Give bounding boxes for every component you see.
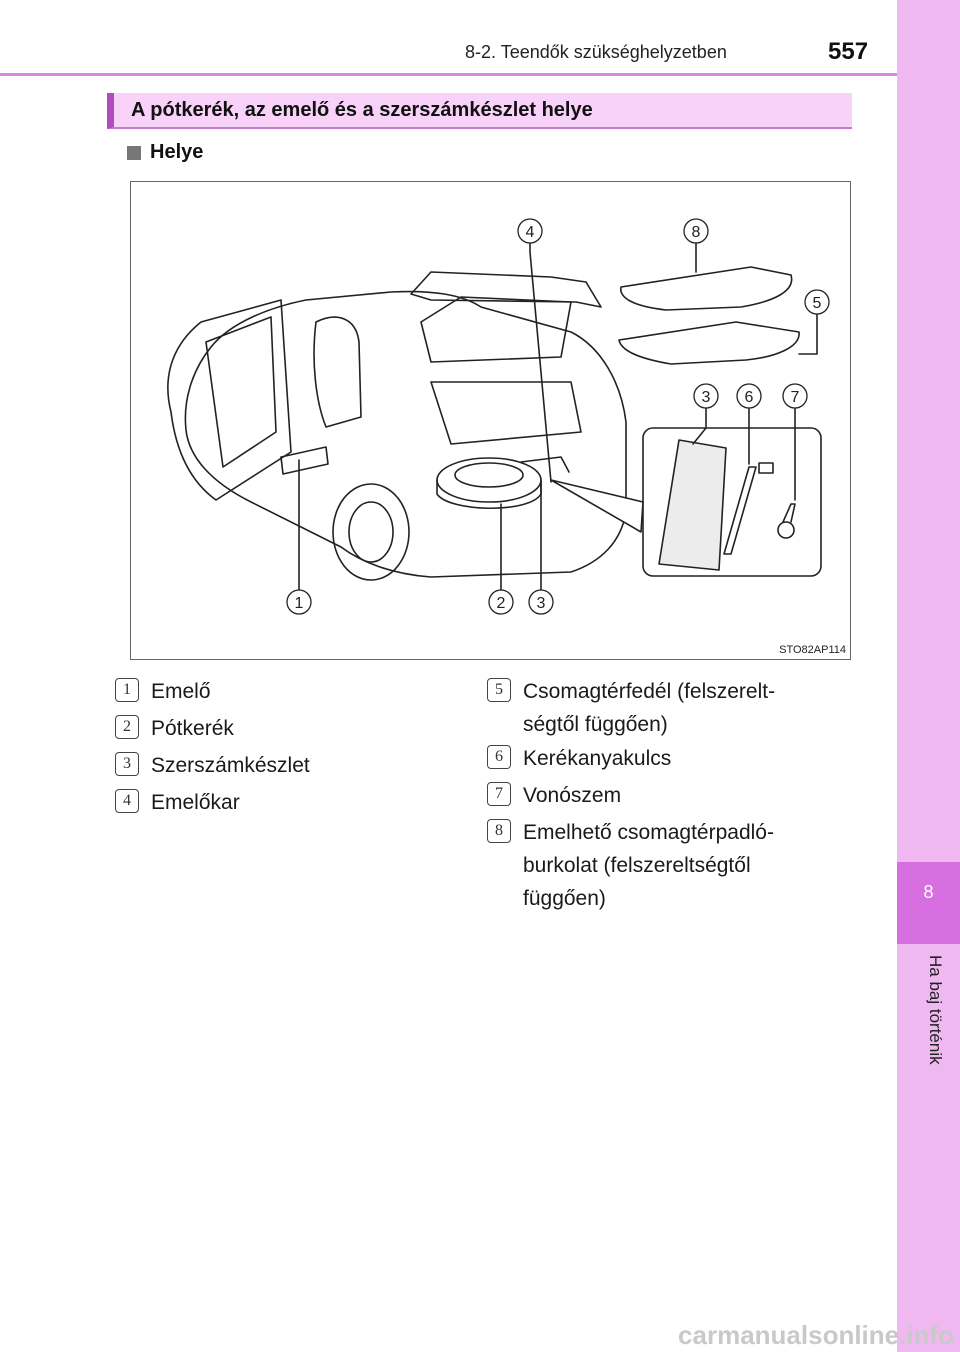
svg-text:6: 6 [744,389,754,406]
page-number: 557 [828,38,869,65]
legend-text: Kerékanyakulcs [523,747,672,770]
svg-text:8: 8 [691,224,701,241]
svg-text:1: 1 [294,595,304,612]
header-rule [0,73,897,76]
section-heading: A pótkerék, az emelő és a szerszámkészlet helye [131,99,593,121]
location-illustration [130,181,851,660]
legend-badge: 3 [115,752,139,776]
legend-badge: 1 [115,678,139,702]
rear-wheel [333,484,409,580]
legend-text-line1: Csomagtérfedél (felszerelt- [523,680,776,703]
callout-6 [737,384,761,408]
svg-text:7: 7 [790,389,800,406]
legend-item-5 [487,675,847,745]
legend-text: Emelő [151,680,211,703]
figure-id: STO82AP114 [779,644,846,656]
watermark: carmanualsonline.info [678,1320,954,1350]
wheel-wrench [724,467,756,554]
tailgate [411,272,601,307]
legend-badge: 2 [115,715,139,739]
jack-in-car [281,447,328,474]
chapter-title: Ha baj történik [926,955,945,1065]
svg-text:5: 5 [812,295,822,312]
callout-1 [287,590,311,614]
legend-text: Emelőkar [151,791,240,814]
callout-3 [529,590,553,614]
legend-text-line2: burkolat (felszereltségtől [523,854,751,877]
legend-text-line1: Emelhető csomagtérpadló- [523,821,774,844]
callout-5 [805,290,829,314]
callout-7 [783,384,807,408]
section-heading-box [107,93,852,129]
svg-text:3: 3 [536,595,546,612]
subheading: Helye [150,141,204,163]
legend-text: Vonószem [523,784,622,807]
spare-tire [437,458,541,502]
floor-board [619,322,799,364]
legend-badge: 7 [487,782,511,806]
car-illustration [131,182,850,659]
legend-text: Szerszámkészlet [151,754,310,777]
legend-text-line2: ségtől függően) [523,713,668,736]
towing-eye [778,522,794,538]
luggage-cover [621,267,792,310]
legend-text-line3: függően) [523,887,606,910]
callout-3b [694,384,718,408]
legend-badge: 8 [487,819,511,843]
callout-4 [518,219,542,243]
legend-text: Pótkerék [151,717,234,740]
legend-item-8 [487,816,847,916]
svg-text:3: 3 [701,389,711,406]
chapter-side-tab [897,0,960,1352]
svg-text:4: 4 [525,224,535,241]
legend-badge: 6 [487,745,511,769]
header-section-title: 8-2. Teendők szükséghelyzetben [465,42,727,62]
legend-badge: 5 [487,678,511,702]
chapter-number: 8 [923,882,934,902]
square-bullet-icon [127,146,141,160]
svg-text:2: 2 [496,595,506,612]
legend-badge: 4 [115,789,139,813]
tool-bag [659,440,726,570]
callout-2 [489,590,513,614]
chapter-number-tab [897,862,960,944]
callout-8 [684,219,708,243]
